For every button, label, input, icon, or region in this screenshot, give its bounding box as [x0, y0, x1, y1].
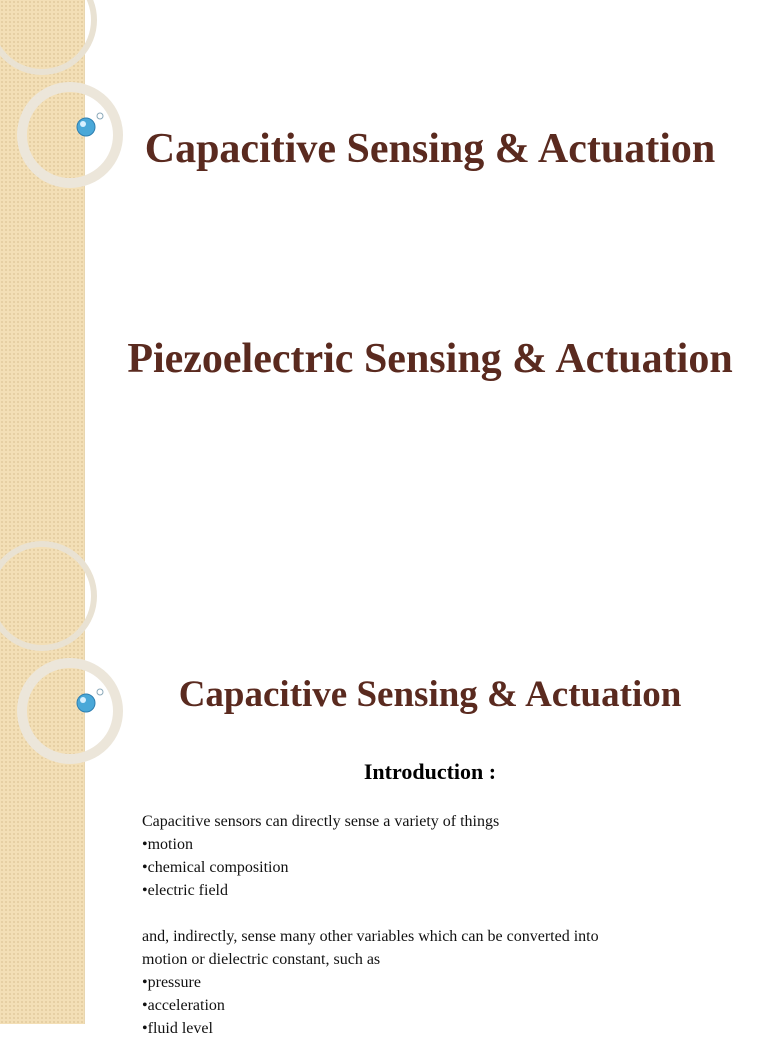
slide-title-capacitive: Capacitive Sensing & Actuation: [144, 126, 716, 172]
list-item: • pressure: [142, 971, 742, 994]
slide-2: [0, 576, 768, 1037]
indirect-sense-list: [142, 971, 742, 1040]
slide-body: [142, 810, 742, 1040]
intro-line: Capacitive sensors can directly sense a variety of things: [142, 813, 500, 830]
list-item: • motion: [142, 833, 742, 856]
slide-title: Capacitive Sensing & Actuation: [178, 674, 682, 715]
indirect-line: motion or dielectric constant, such as: [142, 951, 381, 968]
list-item: • fluid level: [142, 1017, 742, 1040]
direct-sense-list: [142, 833, 742, 902]
spacer: [142, 902, 742, 925]
decorative-sidebar: [0, 0, 85, 576]
indirect-line: and, indirectly, sense many other variables which can be converted into: [142, 928, 599, 945]
ring-ornament-icon: [0, 0, 110, 200]
decorative-sidebar: [0, 576, 85, 1024]
list-item: • electric field: [142, 879, 742, 902]
slide-title-piezoelectric: Piezoelectric Sensing & Actuation: [127, 336, 733, 382]
list-item: • chemical composition: [142, 856, 742, 879]
bead-ornament-icon: [0, 576, 110, 776]
list-item: • acceleration: [142, 994, 742, 1017]
section-heading: Introduction :: [363, 759, 497, 784]
